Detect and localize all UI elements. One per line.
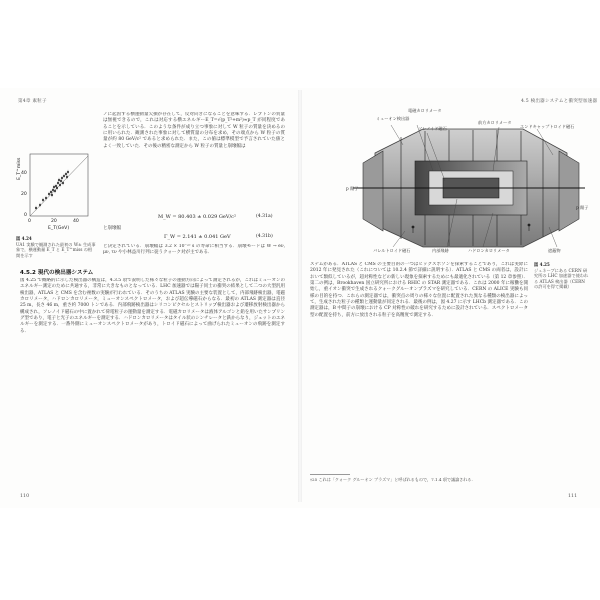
page-gutter bbox=[298, 90, 302, 502]
label-proton-right: p 陽子 bbox=[576, 205, 589, 210]
scatter-points bbox=[35, 170, 69, 210]
y-tick-20: 20 bbox=[21, 192, 27, 197]
figure-4-24-caption-text: UA1 実験で観測された最初の W± 生成事象で，横運動量 E_T と E_T^miss の相関を示す bbox=[16, 241, 96, 258]
label-inner-tracker: 内部飛跡 bbox=[432, 248, 449, 253]
label-proton-left: p 陽子 bbox=[346, 186, 359, 191]
equation-4-31b-number: (4.31b) bbox=[256, 234, 273, 239]
label-forward-calorimeter: 前方カロリメータ bbox=[478, 120, 512, 125]
footnote: †25 これは「クォーク グルーオン プラズマ」と呼ばれるもので，7.1.4 項で議論される． bbox=[310, 477, 476, 482]
section-heading-4-5-2: 4.5.2 現代の検出器システム bbox=[20, 270, 94, 276]
left-running-header: 第4章 素粒子 bbox=[18, 99, 47, 104]
right-body-text: ステムがある．ATLAS と CMS の主要目的の一つはヒッグスボゾンを探索することであり，これは実際に 2012 年に発見された（これについては 10.2.4 節で詳細に説明する）．ATLAS と CMS の両者は，設計において類似しているが，超対称性などの新しい現象を探索するためにも最適化されている（第 12 章参照）．第二の例は，Brookhaven 国立研究所における RHIC の STAR 測定器である．これは 2000 年に稼働を開始し，重イオン衝突で生成されるクォークグルーオンプラズマを研究している．CERN の ALICE 実験も同様の目的を持つ．これらの測定器では，衝突点の周りの様々な位置に配置された異なる種類の検出器によって，生成された粒子の種類と運動量が同定される．最後の例は，図 4.27 に示す LHCb 測定器である．この測定器は，B 中間子の崩壊における CP 対称性の破れを研究するために設計されている．スペクトロメータ型の配置を持ち，前方に放出される粒子を高精度で測定する． bbox=[310, 262, 528, 318]
y-axis-label: E_T^miss bbox=[17, 157, 22, 180]
endcap-left bbox=[363, 151, 383, 231]
y-tick-0: 0 bbox=[24, 213, 27, 218]
label-barrel-toroid: バレルトロイド磁石 bbox=[373, 248, 411, 253]
x-tick-0: 0 bbox=[28, 219, 31, 224]
right-page-number: 111 bbox=[568, 494, 578, 499]
label-solenoid-magnet: ソレノイド磁石 bbox=[418, 126, 447, 131]
equation-lead-text: と崩壊幅 bbox=[103, 226, 121, 231]
left-page-number: 110 bbox=[20, 494, 30, 499]
x-tick-40: 40 bbox=[73, 219, 79, 224]
figure-4-24-caption bbox=[16, 236, 96, 258]
figure-4-25-caption bbox=[534, 262, 590, 290]
left-top-paragraph: ノに起因する横運動量欠損が存在して，反対向きになることを意味する．レプトンの質量は無視できるので，これは対応する横エネルギーE_T=√(p_T²+m²)≈p_T が同程度であることを示している．このような条件が成り立つ事象に対して W 粒子の質量を決めるのに用いられた．観測された事象に対して横質量の分布を求め，その端点から W 粒子の質量が約 80 GeV/c² であると求められた．また，この値は標準模型で予言されていた値とよく一致していた．その後の精密な測定から W 粒子の質量と崩壊幅は bbox=[103, 112, 285, 149]
diagonal-line bbox=[30, 156, 88, 216]
label-muon-detector: ミューオン検出器 bbox=[376, 116, 410, 121]
atlas-detector-illustration bbox=[353, 115, 585, 255]
label-em-calorimeter: 電磁カロリメータ bbox=[408, 108, 442, 113]
label-shielding: 遮蔽物 bbox=[548, 248, 561, 253]
figure-4-25-caption-text: ジュネーブにある CERN 研究所の LHC 加速器で使われる ATLAS 検出器（CERN の許可を得て掲載） bbox=[534, 267, 589, 289]
section-body-text: 図 4.25 で概略的に示した検出器の構造は，4.3.5 項で説明した様々な粒子の運動方向によって測定されるが，これはミューオンのエネルギー測定のために共通する，非常に大きなものとなっている．LHC 加速器では陽子同士の衝突の結果として二つの大型汎用検出器，ATLAS と CMS を含む複数の実験が行われている．そのうちの ATLAS 実験の主要な装置として，内部飛跡検出器，電磁カロリメータ，ハドロンカロリメータ，ミューオンスペクトロメータ，および超伝導磁石からなる．最初の ATLAS 測定器は直径 25 m，長さ 46 m，重さ約 7000 トンである．内部飛跡検出器はシリコンピクセルとストリップ検出器および遷移放射検出器から構成され，ソレノイド磁石の中に置かれて荷電粒子の運動量を測定する．電磁カロリメータは液体アルゴンと鉛を用いたサンプリング型であり，電子と光子のエネルギーを測定する．ハドロンカロリメータはタイル状のシンチレータと鉄からなり，ジェットのエネルギーを測定する．一番外側にミューオンスペクトロメータがあり，トロイド磁石によって曲げられたミューオンの飛跡を測定する． bbox=[20, 278, 285, 334]
x-axis-label: E_T(GeV) bbox=[48, 226, 70, 230]
footnote-rule bbox=[310, 474, 350, 475]
right-running-header: 4.5 検出器システムと衝突型加速器 bbox=[521, 99, 598, 104]
x-tick-20: 20 bbox=[51, 219, 57, 224]
label-hadron-calorimeter: ハドロンカロリメータ bbox=[468, 248, 510, 253]
equation-4-31a-number: (4.31a) bbox=[256, 214, 273, 219]
post-equation-text: と決定されている．崩壊幅は 3.2 × 10⁻²⁵ s の寿命に相当する．崩壊モードは W → eν, μν, τν や小林益川行列に従うクォーク対が主である． bbox=[103, 244, 285, 256]
figure-4-24-label: 図 4.24 bbox=[16, 236, 32, 241]
label-endcap-toroid: エンドキャップトロイド磁石 bbox=[520, 124, 575, 129]
equation-4-31b: Γ_W = 2.141 ± 0.041 GeV bbox=[164, 234, 231, 240]
endcap-right bbox=[559, 151, 579, 231]
y-tick-40: 40 bbox=[21, 171, 27, 176]
figure-4-25-label: 図 4.25 bbox=[534, 262, 550, 267]
scatter-plot-figure-4-24 bbox=[16, 150, 94, 230]
equation-4-31a: M_W = 80.403 ± 0.029 GeV/c² bbox=[158, 214, 236, 220]
